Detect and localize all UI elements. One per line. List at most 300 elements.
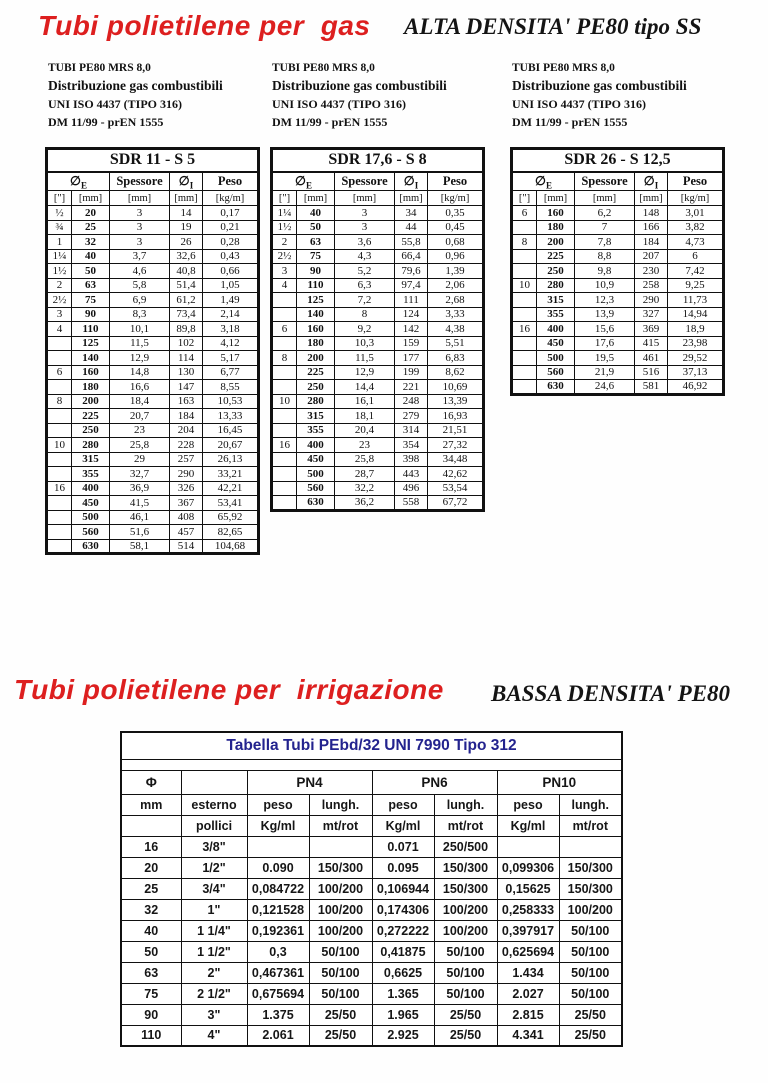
spec-line: UNI ISO 4437 (TIPO 316) bbox=[272, 97, 407, 111]
table-cell bbox=[512, 264, 537, 279]
table-cell: 581 bbox=[635, 380, 668, 395]
table-row bbox=[512, 249, 724, 264]
table-cell: ½ bbox=[47, 206, 72, 221]
col-unit-kgml: Kg/ml bbox=[372, 815, 434, 836]
table-cell bbox=[272, 409, 297, 424]
table-cell: 1¼ bbox=[272, 206, 297, 221]
table-cell: 16,45 bbox=[203, 423, 259, 438]
table-cell: 25,8 bbox=[110, 438, 170, 453]
table-cell: 75 bbox=[297, 249, 335, 264]
table-row bbox=[272, 365, 484, 380]
table-cell: 8,55 bbox=[203, 380, 259, 395]
table-cell: 500 bbox=[297, 467, 335, 482]
table-cell bbox=[272, 452, 297, 467]
table-cell: 163 bbox=[170, 394, 203, 409]
table-cell: ¾ bbox=[47, 220, 72, 235]
table-cell: 204 bbox=[170, 423, 203, 438]
table-cell: 14,8 bbox=[110, 365, 170, 380]
table-row bbox=[512, 380, 724, 395]
table-cell: 0,121528 bbox=[247, 899, 309, 920]
table-cell: 3,6 bbox=[335, 235, 395, 250]
table-cell: 25/50 bbox=[434, 1025, 497, 1046]
table-cell: 79,6 bbox=[395, 264, 428, 279]
table-cell: 6,3 bbox=[335, 278, 395, 293]
table-cell: 53,54 bbox=[428, 481, 484, 496]
spacer-row bbox=[121, 759, 622, 770]
table-cell: 4,6 bbox=[110, 264, 170, 279]
table-cell: 0,397917 bbox=[497, 920, 559, 941]
table-row bbox=[47, 220, 259, 235]
table-cell: 10,1 bbox=[110, 322, 170, 337]
col-unit-kgml: Kg/ml bbox=[247, 815, 309, 836]
table-cell: 73,4 bbox=[170, 307, 203, 322]
table-cell: 1.365 bbox=[372, 983, 434, 1004]
table-cell: 9,2 bbox=[335, 322, 395, 337]
table-cell bbox=[272, 307, 297, 322]
table-cell: 125 bbox=[72, 336, 110, 351]
table-row bbox=[272, 249, 484, 264]
table-cell: 3 bbox=[272, 264, 297, 279]
table-cell: 1" bbox=[181, 899, 247, 920]
table-cell: 2½ bbox=[272, 249, 297, 264]
table-cell bbox=[47, 510, 72, 525]
table-row bbox=[512, 336, 724, 351]
table-cell: 0,258333 bbox=[497, 899, 559, 920]
table-cell: 40 bbox=[72, 249, 110, 264]
table-cell: 2 bbox=[272, 235, 297, 250]
table-cell: 8 bbox=[47, 394, 72, 409]
table-cell: 355 bbox=[297, 423, 335, 438]
col-unit-kgml: Kg/ml bbox=[497, 815, 559, 836]
table-row bbox=[512, 235, 724, 250]
table-row bbox=[512, 278, 724, 293]
section1-subtitle: ALTA DENSITA' PE80 tipo SS bbox=[404, 14, 702, 39]
table-cell: 0,675694 bbox=[247, 983, 309, 1004]
table-cell: 100/200 bbox=[309, 920, 372, 941]
unit-mm: [mm] bbox=[575, 191, 635, 206]
table-cell: 16 bbox=[121, 836, 181, 857]
table-row bbox=[512, 307, 724, 322]
irrigation-table-body bbox=[121, 836, 622, 1046]
table-cell: 500 bbox=[537, 351, 575, 366]
table-cell: 3 bbox=[335, 220, 395, 235]
table-row bbox=[47, 293, 259, 308]
table-cell: 90 bbox=[72, 307, 110, 322]
spec-line: DM 11/99 - prEN 1555 bbox=[512, 115, 628, 129]
table-cell: 443 bbox=[395, 467, 428, 482]
col-group-pn6: PN6 bbox=[372, 770, 497, 794]
table-cell: 6,9 bbox=[110, 293, 170, 308]
table-cell bbox=[272, 467, 297, 482]
table-cell: 4,12 bbox=[203, 336, 259, 351]
col-header-peso: peso bbox=[497, 794, 559, 815]
table-cell: 280 bbox=[537, 278, 575, 293]
table-cell: 5,2 bbox=[335, 264, 395, 279]
col-header-peso: Peso bbox=[428, 172, 484, 191]
table-row bbox=[47, 249, 259, 264]
table-row bbox=[121, 836, 622, 857]
spec-line: UNI ISO 4437 (TIPO 316) bbox=[512, 97, 647, 111]
table-cell: 4,38 bbox=[428, 322, 484, 337]
unit-kgm: [kg/m] bbox=[203, 191, 259, 206]
table-cell: 50 bbox=[121, 941, 181, 962]
table-cell: 25 bbox=[72, 220, 110, 235]
table-cell bbox=[512, 307, 537, 322]
table-cell: 100/200 bbox=[434, 920, 497, 941]
table-cell bbox=[512, 220, 537, 235]
section1-title: Tubi polietilene per gas bbox=[38, 10, 371, 41]
table-cell: 50 bbox=[297, 220, 335, 235]
table-cell: 0,192361 bbox=[247, 920, 309, 941]
table-cell: 290 bbox=[635, 293, 668, 308]
col-header-diameter-int: $\emptyset_I$ bbox=[170, 172, 203, 191]
table-cell: 0,41875 bbox=[372, 941, 434, 962]
table-cell: 180 bbox=[72, 380, 110, 395]
table-cell: 97,4 bbox=[395, 278, 428, 293]
table-cell: 20,67 bbox=[203, 438, 259, 453]
table-cell: 0,15625 bbox=[497, 878, 559, 899]
table-row bbox=[121, 962, 622, 983]
table-cell: 40 bbox=[121, 920, 181, 941]
table-cell: 111 bbox=[395, 293, 428, 308]
table-row bbox=[47, 351, 259, 366]
table-cell: 0.090 bbox=[247, 857, 309, 878]
table-cell: 11,73 bbox=[668, 293, 724, 308]
table-row bbox=[121, 857, 622, 878]
gas-table-sdr11-body bbox=[47, 206, 259, 554]
table-cell: 25/50 bbox=[434, 1004, 497, 1025]
table-cell: 225 bbox=[297, 365, 335, 380]
table-cell: 51,4 bbox=[170, 278, 203, 293]
table-cell: 25,8 bbox=[335, 452, 395, 467]
table-cell: 1½ bbox=[47, 264, 72, 279]
table-cell: 102 bbox=[170, 336, 203, 351]
table-cell: 0,272222 bbox=[372, 920, 434, 941]
table-row bbox=[272, 452, 484, 467]
table-cell: 13,33 bbox=[203, 409, 259, 424]
table-cell: 225 bbox=[72, 409, 110, 424]
table-cell: 33,21 bbox=[203, 467, 259, 482]
table-cell: 1,39 bbox=[428, 264, 484, 279]
table-title: SDR 17,6 - S 8 bbox=[272, 149, 484, 172]
table-cell: 16 bbox=[47, 481, 72, 496]
table-cell: 50/100 bbox=[309, 983, 372, 1004]
table-cell: 50 bbox=[72, 264, 110, 279]
table-cell bbox=[47, 409, 72, 424]
table-cell: 4" bbox=[181, 1025, 247, 1046]
table-row bbox=[272, 206, 484, 221]
table-cell: 166 bbox=[635, 220, 668, 235]
table-cell: 180 bbox=[297, 336, 335, 351]
spec-line: Distribuzione gas combustibili bbox=[48, 78, 223, 93]
table-cell: 0,6625 bbox=[372, 962, 434, 983]
table-cell: 221 bbox=[395, 380, 428, 395]
table-cell: 6 bbox=[668, 249, 724, 264]
table-cell: 280 bbox=[72, 438, 110, 453]
table-cell: 140 bbox=[297, 307, 335, 322]
table-cell: 27,32 bbox=[428, 438, 484, 453]
table-cell: 3,01 bbox=[668, 206, 724, 221]
gas-table-sdr26 bbox=[510, 147, 725, 396]
table-cell: 415 bbox=[635, 336, 668, 351]
gas-table-sdr176 bbox=[270, 147, 485, 512]
table-cell: 16,6 bbox=[110, 380, 170, 395]
table-row bbox=[272, 481, 484, 496]
col-header-peso: peso bbox=[372, 794, 434, 815]
table-cell: 110 bbox=[72, 322, 110, 337]
table-row bbox=[47, 394, 259, 409]
table-cell: 21,9 bbox=[575, 365, 635, 380]
table-cell: 25 bbox=[121, 878, 181, 899]
table-cell: 42,21 bbox=[203, 481, 259, 496]
table-cell: 46,92 bbox=[668, 380, 724, 395]
table-cell: 17,6 bbox=[575, 336, 635, 351]
table-cell: 29,52 bbox=[668, 351, 724, 366]
table-cell: 14,94 bbox=[668, 307, 724, 322]
table-cell bbox=[47, 351, 72, 366]
table-cell: 1.965 bbox=[372, 1004, 434, 1025]
table-cell: 10,3 bbox=[335, 336, 395, 351]
table-cell: 25/50 bbox=[559, 1025, 622, 1046]
table-cell: 630 bbox=[72, 539, 110, 554]
table-cell: 1.375 bbox=[247, 1004, 309, 1025]
table-cell: 16 bbox=[272, 438, 297, 453]
table-cell: 290 bbox=[170, 467, 203, 482]
table-cell: 3,33 bbox=[428, 307, 484, 322]
table-cell: 0,625694 bbox=[497, 941, 559, 962]
table-row bbox=[47, 322, 259, 337]
table-cell: 34 bbox=[395, 206, 428, 221]
table-cell: 0,174306 bbox=[372, 899, 434, 920]
table-row bbox=[47, 235, 259, 250]
table-cell: 9,8 bbox=[575, 264, 635, 279]
table-cell: 8 bbox=[272, 351, 297, 366]
unit-inches: ["] bbox=[47, 191, 72, 206]
table-cell: 148 bbox=[635, 206, 668, 221]
table-cell: 11,5 bbox=[110, 336, 170, 351]
table-cell: 20,4 bbox=[335, 423, 395, 438]
table-cell bbox=[272, 365, 297, 380]
table-cell: 496 bbox=[395, 481, 428, 496]
col-header-spessore: Spessore bbox=[110, 172, 170, 191]
table-cell: 50/100 bbox=[309, 941, 372, 962]
table-cell: 2,14 bbox=[203, 307, 259, 322]
table-cell: 65,92 bbox=[203, 510, 259, 525]
table-cell bbox=[272, 481, 297, 496]
table-cell: 0,099306 bbox=[497, 857, 559, 878]
unit-mm: [mm] bbox=[297, 191, 335, 206]
table-cell: 18,1 bbox=[335, 409, 395, 424]
table-row bbox=[512, 322, 724, 337]
table-cell: 5,17 bbox=[203, 351, 259, 366]
table-row bbox=[512, 293, 724, 308]
table-cell: 2 1/2" bbox=[181, 983, 247, 1004]
table-cell: 26 bbox=[170, 235, 203, 250]
table-cell: 457 bbox=[170, 525, 203, 540]
table-row bbox=[47, 467, 259, 482]
table-cell: 23 bbox=[335, 438, 395, 453]
table-row bbox=[272, 351, 484, 366]
table-cell: 142 bbox=[395, 322, 428, 337]
spec-line: TUBI PE80 MRS 8,0 bbox=[512, 62, 615, 74]
table-row bbox=[47, 525, 259, 540]
spec-line: TUBI PE80 MRS 8,0 bbox=[48, 62, 151, 74]
table-row bbox=[47, 307, 259, 322]
table-cell: 0,106944 bbox=[372, 878, 434, 899]
col-header-peso: Peso bbox=[668, 172, 724, 191]
table-row bbox=[512, 351, 724, 366]
col-header-lungh: lungh. bbox=[434, 794, 497, 815]
table-cell: 23,98 bbox=[668, 336, 724, 351]
table-cell: 6 bbox=[47, 365, 72, 380]
col-header-esterno: esterno bbox=[181, 794, 247, 815]
table-cell: 2.815 bbox=[497, 1004, 559, 1025]
table-cell: 250/500 bbox=[434, 836, 497, 857]
table-cell: 3,18 bbox=[203, 322, 259, 337]
table-cell: 90 bbox=[121, 1004, 181, 1025]
table-cell: 0,17 bbox=[203, 206, 259, 221]
table-cell: 6 bbox=[512, 206, 537, 221]
table-cell bbox=[47, 525, 72, 540]
table-cell: 1½ bbox=[272, 220, 297, 235]
table-cell: 61,2 bbox=[170, 293, 203, 308]
table-cell bbox=[497, 836, 559, 857]
table-cell: 12,9 bbox=[335, 365, 395, 380]
table-cell: 450 bbox=[297, 452, 335, 467]
col-header-diameter-ext: $\emptyset_E$ bbox=[47, 172, 110, 191]
unit-mm: [mm] bbox=[537, 191, 575, 206]
spec-block-2 bbox=[272, 62, 492, 130]
table-cell: 32,2 bbox=[335, 481, 395, 496]
table-row bbox=[121, 941, 622, 962]
table-row bbox=[121, 983, 622, 1004]
gas-table-sdr11 bbox=[45, 147, 260, 555]
table-cell: 90 bbox=[297, 264, 335, 279]
table-cell: 2.061 bbox=[247, 1025, 309, 1046]
table-cell: 2.925 bbox=[372, 1025, 434, 1046]
table-row bbox=[47, 278, 259, 293]
table-cell: 100/200 bbox=[309, 899, 372, 920]
table-row bbox=[272, 307, 484, 322]
table-cell: 25/50 bbox=[559, 1004, 622, 1025]
table-cell: 12,3 bbox=[575, 293, 635, 308]
table-cell: 58,1 bbox=[110, 539, 170, 554]
table-cell: 50/100 bbox=[559, 983, 622, 1004]
table-cell: 140 bbox=[72, 351, 110, 366]
table-cell: 26,13 bbox=[203, 452, 259, 467]
table-cell: 461 bbox=[635, 351, 668, 366]
table-cell: 355 bbox=[72, 467, 110, 482]
table-cell bbox=[47, 467, 72, 482]
table-cell: 124 bbox=[395, 307, 428, 322]
table-row bbox=[121, 878, 622, 899]
table-cell: 50/100 bbox=[559, 920, 622, 941]
table-cell: 150/300 bbox=[559, 857, 622, 878]
table-cell bbox=[272, 496, 297, 511]
table-cell: 0,3 bbox=[247, 941, 309, 962]
col-header-phi: Φ bbox=[121, 770, 181, 794]
table-cell: 250 bbox=[72, 423, 110, 438]
table-cell: 3 bbox=[110, 235, 170, 250]
table-row bbox=[272, 496, 484, 511]
table-cell: 25/50 bbox=[309, 1004, 372, 1025]
table-cell: 0.071 bbox=[372, 836, 434, 857]
table-cell: 42,62 bbox=[428, 467, 484, 482]
table-cell: 110 bbox=[297, 278, 335, 293]
table-cell: 14 bbox=[170, 206, 203, 221]
table-cell: 3 bbox=[335, 206, 395, 221]
table-cell: 50/100 bbox=[434, 962, 497, 983]
table-cell: 150/300 bbox=[309, 857, 372, 878]
table-cell: 314 bbox=[395, 423, 428, 438]
table-cell: 20 bbox=[72, 206, 110, 221]
table-cell bbox=[512, 351, 537, 366]
table-cell: 6,83 bbox=[428, 351, 484, 366]
table-cell: 16 bbox=[512, 322, 537, 337]
table-cell: 21,51 bbox=[428, 423, 484, 438]
table-cell: 180 bbox=[537, 220, 575, 235]
table-cell: 19 bbox=[170, 220, 203, 235]
table-cell: 199 bbox=[395, 365, 428, 380]
table-cell: 400 bbox=[72, 481, 110, 496]
table-cell: 354 bbox=[395, 438, 428, 453]
table-cell: 450 bbox=[72, 496, 110, 511]
table-cell: 355 bbox=[537, 307, 575, 322]
table-cell: 0,68 bbox=[428, 235, 484, 250]
table-cell: 250 bbox=[537, 264, 575, 279]
table-cell: 50/100 bbox=[309, 962, 372, 983]
table-cell: 75 bbox=[72, 293, 110, 308]
table-row bbox=[47, 409, 259, 424]
table-row bbox=[47, 452, 259, 467]
col-unit-mtrot: mt/rot bbox=[434, 815, 497, 836]
table-cell: 50/100 bbox=[434, 941, 497, 962]
col-header-diameter-int: $\emptyset_I$ bbox=[635, 172, 668, 191]
table-cell: 5,8 bbox=[110, 278, 170, 293]
table-cell: 315 bbox=[537, 293, 575, 308]
table-cell: 8,62 bbox=[428, 365, 484, 380]
table-cell: 4,73 bbox=[668, 235, 724, 250]
table-cell: 0,66 bbox=[203, 264, 259, 279]
table-cell: 10,9 bbox=[575, 278, 635, 293]
table-cell: 400 bbox=[297, 438, 335, 453]
table-cell: 66,4 bbox=[395, 249, 428, 264]
table-row bbox=[47, 481, 259, 496]
table-cell: 1,49 bbox=[203, 293, 259, 308]
table-cell: 558 bbox=[395, 496, 428, 511]
table-cell bbox=[272, 336, 297, 351]
table-cell: 150/300 bbox=[434, 878, 497, 899]
table-cell: 257 bbox=[170, 452, 203, 467]
table-cell: 2.027 bbox=[497, 983, 559, 1004]
table-cell bbox=[272, 380, 297, 395]
col-header-spessore: Spessore bbox=[575, 172, 635, 191]
spec-line: DM 11/99 - prEN 1555 bbox=[48, 115, 164, 129]
table-row bbox=[272, 235, 484, 250]
table-cell: 2½ bbox=[47, 293, 72, 308]
table-row bbox=[47, 365, 259, 380]
table-row bbox=[512, 206, 724, 221]
table-row bbox=[47, 264, 259, 279]
table-cell: 207 bbox=[635, 249, 668, 264]
col-header-blank bbox=[181, 770, 247, 794]
table-cell: 67,72 bbox=[428, 496, 484, 511]
table-row bbox=[47, 423, 259, 438]
section2-title: Tubi polietilene per irrigazione bbox=[14, 674, 444, 705]
table-cell: 500 bbox=[72, 510, 110, 525]
table-cell: 10 bbox=[272, 394, 297, 409]
table-cell bbox=[559, 836, 622, 857]
